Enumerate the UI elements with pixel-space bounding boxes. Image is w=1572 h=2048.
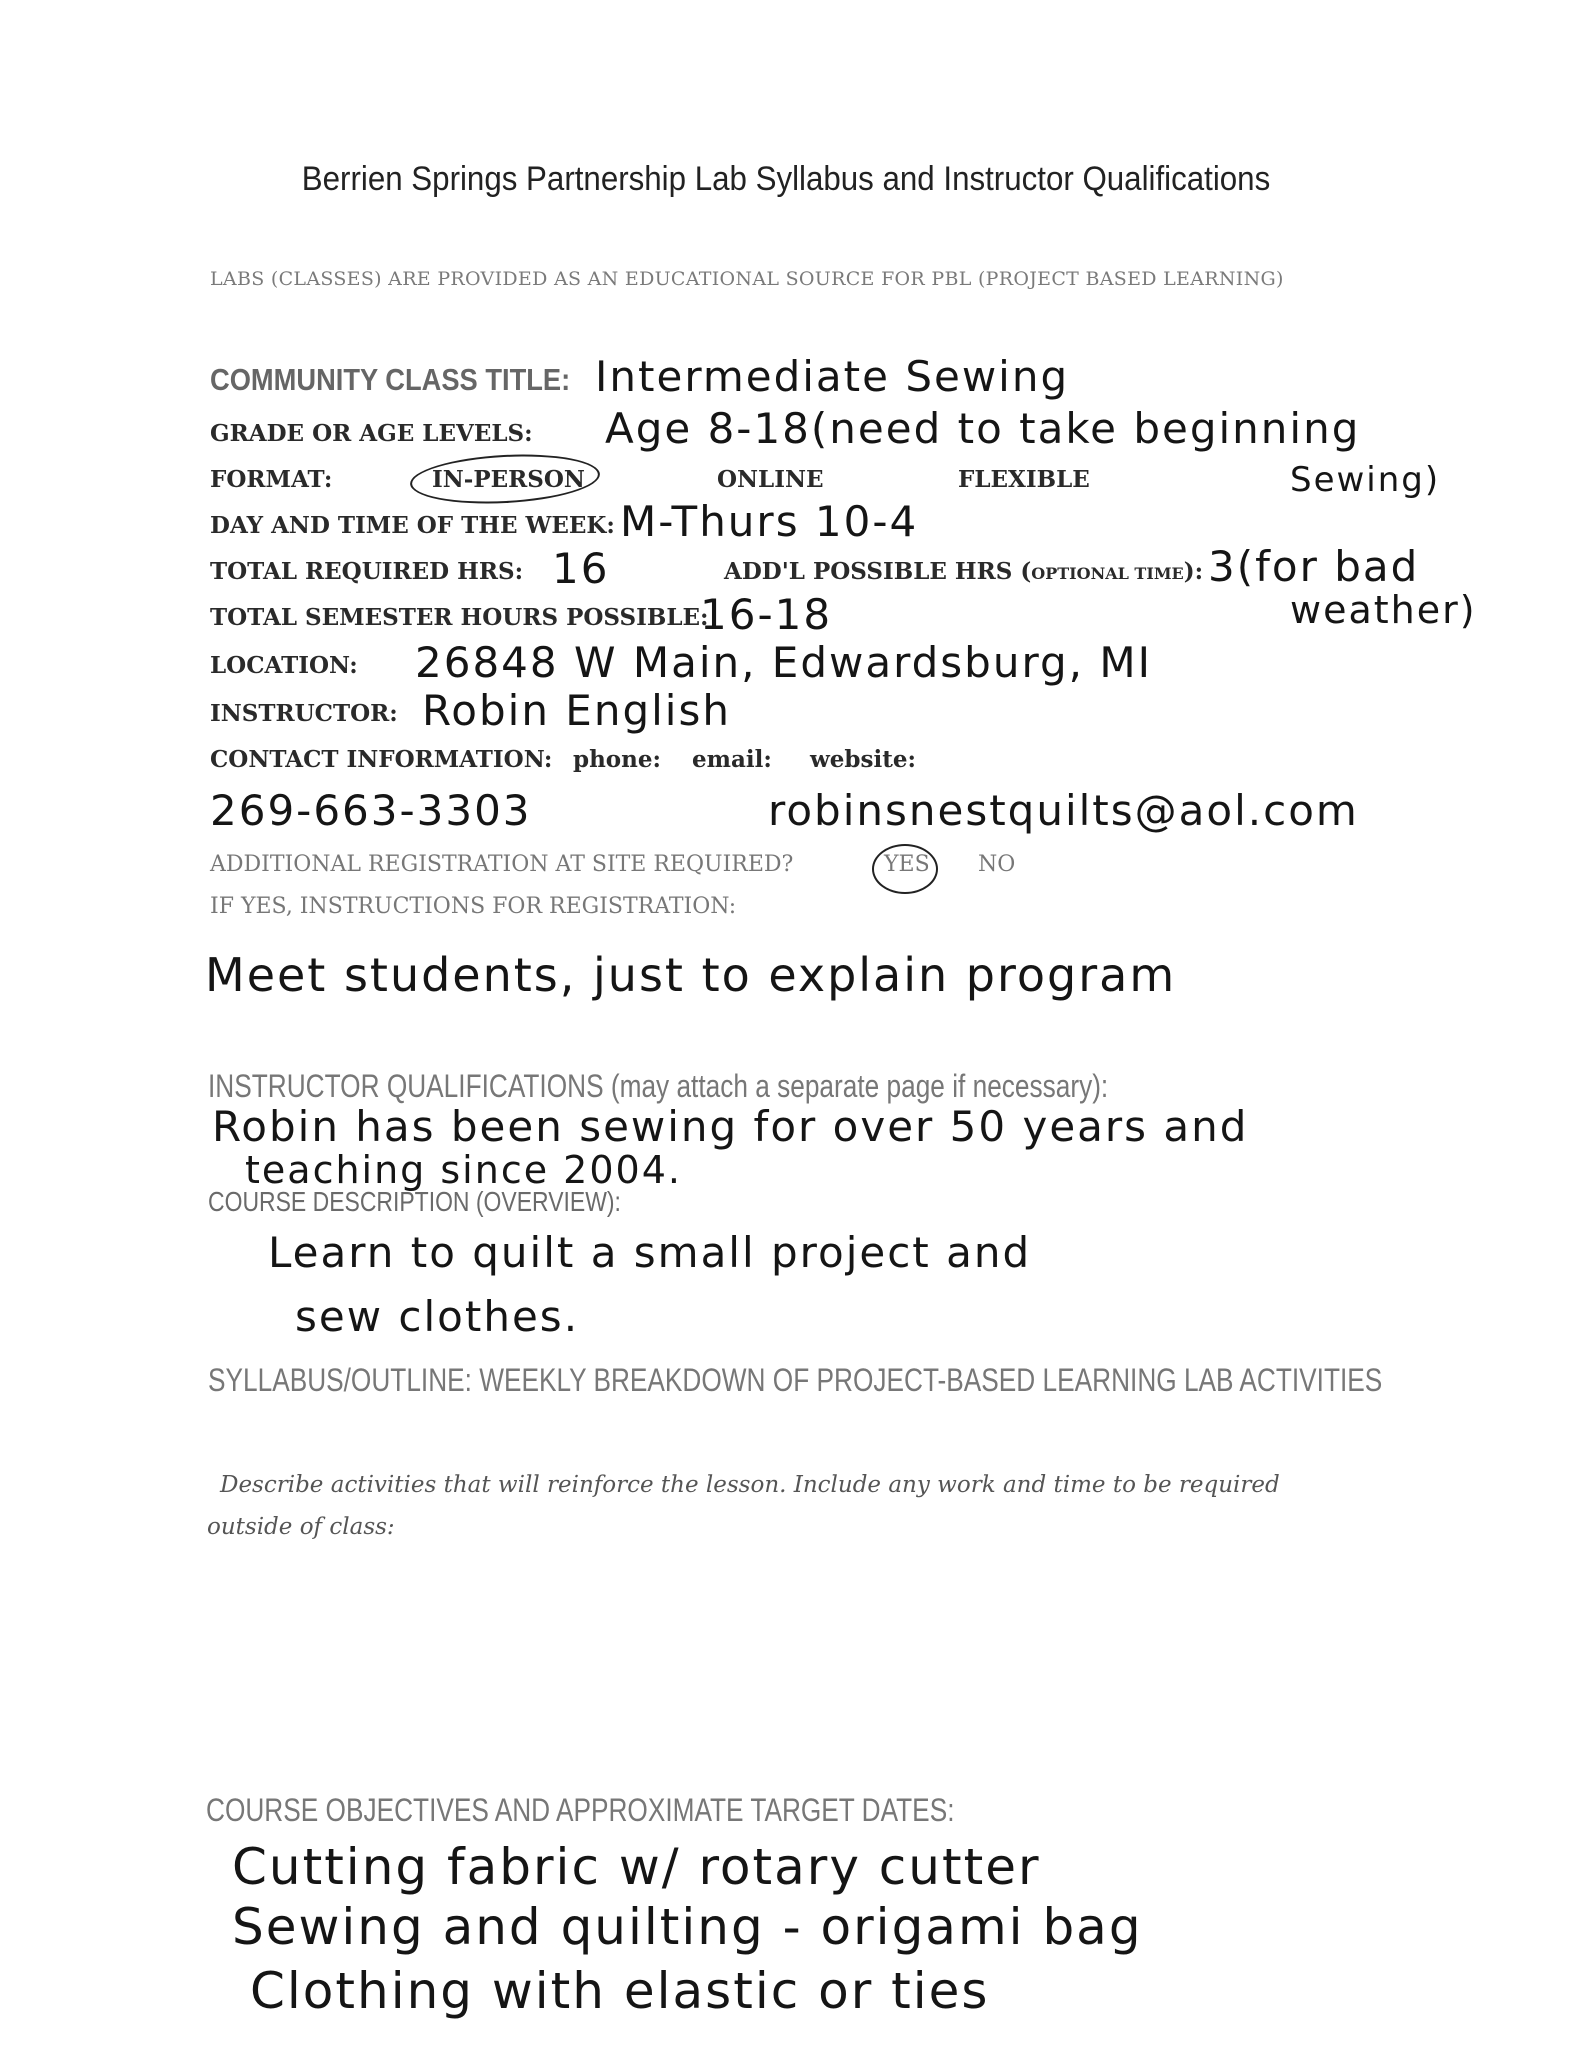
email-value[interactable]: robinsnestquilts@aol.com — [768, 786, 1359, 835]
day-time-label: DAY AND TIME OF THE WEEK: — [210, 512, 615, 539]
semester-hrs-label: TOTAL SEMESTER HOURS POSSIBLE: — [210, 604, 709, 631]
total-hrs-value[interactable]: 16 — [552, 544, 610, 593]
format-option-in-person[interactable]: IN-PERSON — [432, 466, 585, 493]
reg-instructions-value[interactable]: Meet students, just to explain program — [205, 948, 1177, 1002]
contact-email-label: email: — [692, 746, 772, 773]
addl-hrs-label: ADD'L POSSIBLE HRS (OPTIONAL TIME): — [724, 558, 1204, 585]
syllabus-label: SYLLABUS/OUTLINE: WEEKLY BREAKDOWN OF PROJECT-BASED LEARNING LAB ACTIVITIES — [208, 1362, 1383, 1398]
qualifications-line-2[interactable]: teaching since 2004. — [245, 1148, 682, 1192]
format-option-online[interactable]: ONLINE — [717, 466, 824, 493]
instructor-label: INSTRUCTOR: — [210, 700, 398, 727]
registration-label: ADDITIONAL REGISTRATION AT SITE REQUIRED? — [210, 852, 794, 877]
syllabus-instructions-1: Describe activities that will reinforce the lesson. Include any work and time to be required — [220, 1472, 1280, 1498]
page-title: Berrien Springs Partnership Lab Syllabus and Instructor Qualifications — [301, 160, 1271, 198]
objectives-label: COURSE OBJECTIVES AND APPROXIMATE TARGET DATES: — [206, 1792, 955, 1828]
semester-hrs-value[interactable]: 16-18 — [700, 590, 833, 639]
registration-yes[interactable]: YES — [884, 852, 930, 877]
page-subtitle: LABS (CLASSES) ARE PROVIDED AS AN EDUCATIONAL SOURCE FOR PBL (PROJECT BASED LEARNING) — [210, 268, 1284, 290]
course-description-label: COURSE DESCRIPTION (OVERVIEW): — [208, 1186, 621, 1217]
reg-instructions-label: IF YES, INSTRUCTIONS FOR REGISTRATION: — [210, 894, 737, 919]
registration-selected-circle — [872, 844, 938, 894]
objectives-line-2[interactable]: Sewing and quilting - origami bag — [232, 1898, 1143, 1956]
format-label: FORMAT: — [210, 466, 333, 493]
grade-label: GRADE OR AGE LEVELS: — [210, 420, 533, 447]
course-description-line-2[interactable]: sew clothes. — [295, 1292, 580, 1341]
contact-website-label: website: — [810, 746, 916, 773]
registration-no[interactable]: NO — [978, 852, 1016, 877]
class-title-value[interactable]: Intermediate Sewing — [595, 352, 1070, 401]
contact-phone-label: phone: — [573, 746, 661, 773]
qualifications-line-1[interactable]: Robin has been sewing for over 50 years and — [212, 1102, 1249, 1151]
grade-value-continued[interactable]: Sewing) — [1290, 460, 1441, 500]
instructor-value[interactable]: Robin English — [422, 686, 731, 735]
syllabus-instructions-2: outside of class: — [207, 1514, 395, 1540]
objectives-line-3[interactable]: Clothing with elastic or ties — [250, 1962, 990, 2020]
class-title-label: COMMUNITY CLASS TITLE: — [210, 362, 571, 397]
contact-label: CONTACT INFORMATION: — [210, 746, 553, 773]
day-time-value[interactable]: M-Thurs 10-4 — [620, 497, 919, 546]
objectives-line-1[interactable]: Cutting fabric w/ rotary cutter — [232, 1838, 1041, 1896]
addl-hrs-value-continued[interactable]: weather) — [1290, 588, 1477, 632]
qualifications-label: INSTRUCTOR QUALIFICATIONS (may attach a separate page if necessary): — [208, 1068, 1109, 1104]
course-description-line-1[interactable]: Learn to quilt a small project and — [268, 1228, 1032, 1277]
addl-hrs-value[interactable]: 3(for bad — [1208, 542, 1420, 591]
location-value[interactable]: 26848 W Main, Edwardsburg, MI — [415, 638, 1152, 687]
format-option-flexible[interactable]: FLEXIBLE — [958, 466, 1090, 493]
location-label: LOCATION: — [210, 652, 358, 679]
phone-value[interactable]: 269-663-3303 — [210, 786, 532, 835]
total-hrs-label: TOTAL REQUIRED HRS: — [210, 558, 524, 585]
format-selected-circle — [409, 450, 601, 508]
grade-value[interactable]: Age 8-18(need to take beginning — [605, 404, 1361, 453]
